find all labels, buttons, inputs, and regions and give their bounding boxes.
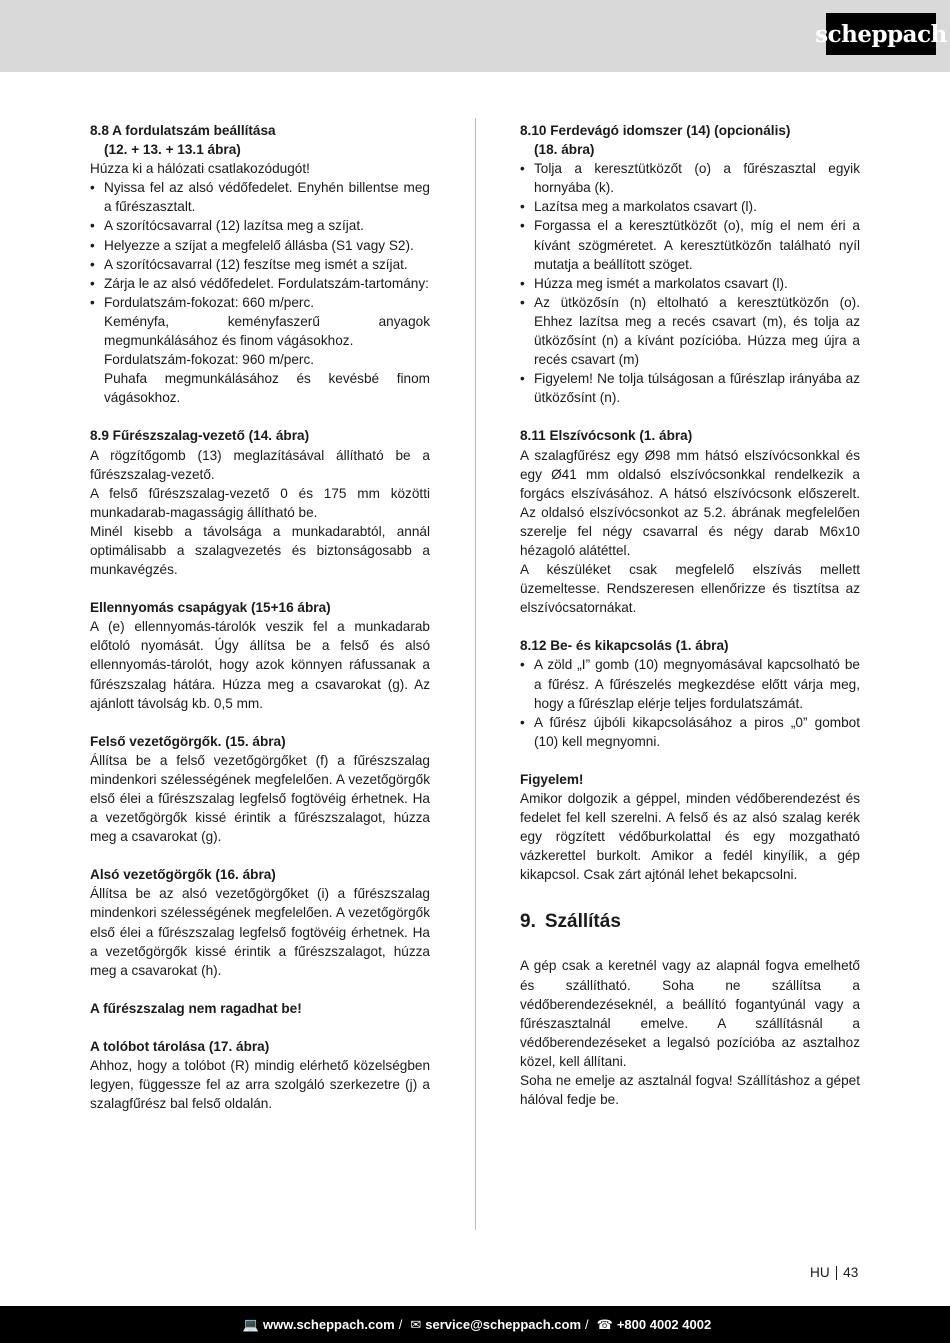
warning-heading: Figyelem! [520, 771, 584, 787]
list-item: • Fordulatszám-fokozat: 660 m/perc. [90, 293, 430, 312]
list-item: • Figyelem! Ne tolja túlságosan a fűrészlap irányába az ütközősínt (n). [520, 369, 860, 407]
chapter-title: Szállítás [544, 911, 621, 933]
list-item: • Lazítsa meg a markolatos csavart (l). [520, 197, 860, 216]
phone-icon: ☎ [596, 1316, 613, 1332]
bullet-list [520, 655, 860, 750]
paragraph: Fordulatszám-fokozat: 960 m/perc. [104, 352, 315, 368]
list-item: • A fűrész újbóli kikapcsolásához a piros „0” gombot (10) kell megnyomni. [520, 713, 860, 751]
footer-separator: / [585, 1317, 589, 1332]
list-item: • Húzza meg ismét a markolatos csavart (l). [520, 274, 860, 293]
list-item: • Forgassa el a keresztütközőt (o), míg el nem éri a kívánt szögméretet. A keresztütközőn található nyíl mutatja a beállított szöget. [520, 216, 860, 273]
phone-number[interactable]: +800 4002 4002 [616, 1317, 712, 1332]
mail-icon: ✉ [410, 1316, 422, 1332]
section-heading: 8.9 Fűrészszalag-vezető (14. ábra) [90, 428, 310, 444]
list-item: • Az ütközősín (n) eltolható a keresztütközőn (o). Ehhez lazítsa meg a recés csavart (m), és tolja az ütközősínt (n) a kívánt pozícióba. Húzza meg újra a recés csavart (m) [520, 293, 860, 369]
section-heading: A tolóbot tárolása (17. ábra) [90, 1038, 270, 1054]
paragraph: Húzza ki a hálózati csatlakozódugót! [90, 161, 310, 177]
website-link[interactable]: www.scheppach.com [262, 1317, 395, 1332]
section-heading: 8.12 Be- és kikapcsolás (1. ábra) [520, 638, 729, 654]
paragraph: Puhafa megmunkálásához és kevésbé finom vágásokhoz. [104, 371, 430, 406]
page-number-value: 43 [843, 1265, 859, 1280]
page-number [810, 1265, 858, 1280]
column-divider [475, 118, 476, 1230]
list-item: • Tolja a keresztütközőt (o) a fűrészasztal egyik hornyába (k). [520, 159, 860, 197]
warning-heading: A fűrészszalag nem ragadhat be! [90, 1000, 302, 1016]
paragraph: Állítsa be a felső vezetőgörgőket (f) a fűrészszalag mindenkori szélességének megfelelően. A vezetőgörgők első élei a fűrészszalag legfelső fogtövéig érhetnek. Ha a vezetőgörgők kissé érintik a fűrészszalagot, húzza meg a csavarokat (g). [90, 752, 430, 845]
paragraph: A rögzítőgomb (13) meglazításával állítható be a fűrészszalag-vezető. [90, 447, 430, 482]
list-item: • Zárja le az alsó védőfedelet. Fordulatszám-tartomány: [90, 274, 430, 293]
paragraph: A gép csak a keretnél vagy az alapnál fogva emelhető és szállítható. Soha ne szállítsa a védőberendezéseknél, a beállító fogantyúnál vagy a fűrészasztalnál emelve. A szállításnál a védőberendezéseket a legalsó pozícióba az asztalhoz közel, kell állítani. [520, 958, 860, 1069]
paragraph: Állítsa be az alsó vezetőgörgőket (i) a fűrészszalag mindenkori szélességének megfelelően. A vezetőgörgők első élei a fűrészszalag legfelső fogtövéig érhetnek. Ha a vezetőgörgők kissé érintik a fűrészszalagot, húzza meg a csavarokat (h). [90, 886, 430, 978]
section-heading: Alsó vezetőgörgők (16. ábra) [90, 867, 276, 883]
right-column [520, 121, 860, 1109]
list-item: • Helyezze a szíjat a megfelelő állásba (S1 vagy S2). [90, 236, 430, 255]
chapter-number: 9. [520, 911, 536, 933]
paragraph: Keményfa, keményfaszerű anyagok megmunkálásához és finom vágásokhoz. [104, 313, 430, 349]
paragraph: Soha ne emelje az asztalnál fogva! Szállításhoz a gépet hálóval fedje be. [520, 1073, 860, 1108]
left-column [90, 121, 430, 1113]
chapter-heading [520, 907, 860, 937]
section-heading: 8.10 Ferdevágó idomszer (14) (opcionális) (18. ábra) [520, 123, 791, 158]
list-item: • A zöld „I” gomb (10) megnyomásával kapcsolható be a fűrész. A fűrészelés megkezdése előtt várja meg, hogy a fűrészlap elérje teljes fordulatszámát. [520, 655, 860, 712]
section-heading: 8.8 A fordulatszám beállítása (12. + 13. + 13.1 ábra) [90, 123, 276, 158]
bullet-list [520, 159, 860, 407]
list-item: • A szorítócsavarral (12) feszítse meg ismét a szíjat. [90, 255, 430, 274]
bullet-list [90, 178, 430, 312]
section-heading: 8.11 Elszívócsonk (1. ábra) [520, 428, 693, 444]
paragraph: A készüléket csak megfelelő elszívás mellett üzemeltesse. Rendszeresen ellenőrizze és tisztítsa az elszívócsatornákat. [520, 562, 860, 616]
language-code: HU [810, 1265, 830, 1280]
paragraph: Amikor dolgozik a géppel, minden védőberendezést és fedelet fel kell szerelni. A felső és az alsó szalag kerék egy rögzített védőburkolattal és egy mozgatható vázkerettel burkolt. Amikor a fedél kinyílik, a gép kikapcsol. Csak zárt ajtónál lehet bekapcsolni. [520, 791, 860, 883]
email-link[interactable]: service@scheppach.com [425, 1317, 582, 1332]
paragraph: Minél kisebb a távolsága a munkadarabtól, annál optimálisabb a szalagvezetés és biztonságosabb a munkavégzés. [90, 523, 430, 578]
list-item: • Nyissa fel az alsó védőfedelet. Enyhén billentse meg a fűrészasztalt. [90, 178, 430, 216]
paragraph: A szalagfűrész egy Ø98 mm hátsó elszívócsonkkal és egy Ø41 mm oldalsó elszívócsonkkal rendelkezik a forgács elszívásához. A hátsó elszívócsonk előszerelt. Az oldalsó elszívócsonkot az 5.2. ábrának megfelelően szerelje fel négy csavarral és négy darab M6x10 hézagoló alátéttel. [520, 447, 860, 558]
page-separator [836, 1266, 838, 1280]
paragraph: Ahhoz, hogy a tolóbot (R) mindig elérhető közelségben legyen, függessze fel az arra szolgáló szerkezetre (j) a szalagfűrész bal felső oldalán. [90, 1058, 430, 1112]
footer-separator: / [398, 1317, 403, 1332]
footer-bar [0, 1306, 950, 1343]
section-heading: Felső vezetőgörgők. (15. ábra) [90, 733, 286, 749]
list-item: • A szorítócsavarral (12) lazítsa meg a szíjat. [90, 216, 430, 235]
paragraph: A (e) ellennyomás-tárolók veszik fel a munkadarab előtoló nyomását. Úgy állítsa be a felső és alsó ellennyomás-tárolót, hogy azok könnyen ráfussanak a fűrészszalag hátára. Húzza meg a csavarokat (g). Az ajánlott távolság kb. 0,5 mm. [90, 619, 430, 711]
section-heading: Ellennyomás csapágyak (15+16 ábra) [90, 600, 331, 616]
header-bar [0, 0, 950, 72]
laptop-icon: 💻 [242, 1316, 259, 1332]
paragraph: A felső fűrészszalag-vezető 0 és 175 mm közötti munkadarab-magasságig állítható be. [90, 485, 430, 520]
brand-logo: scheppach [826, 13, 936, 55]
